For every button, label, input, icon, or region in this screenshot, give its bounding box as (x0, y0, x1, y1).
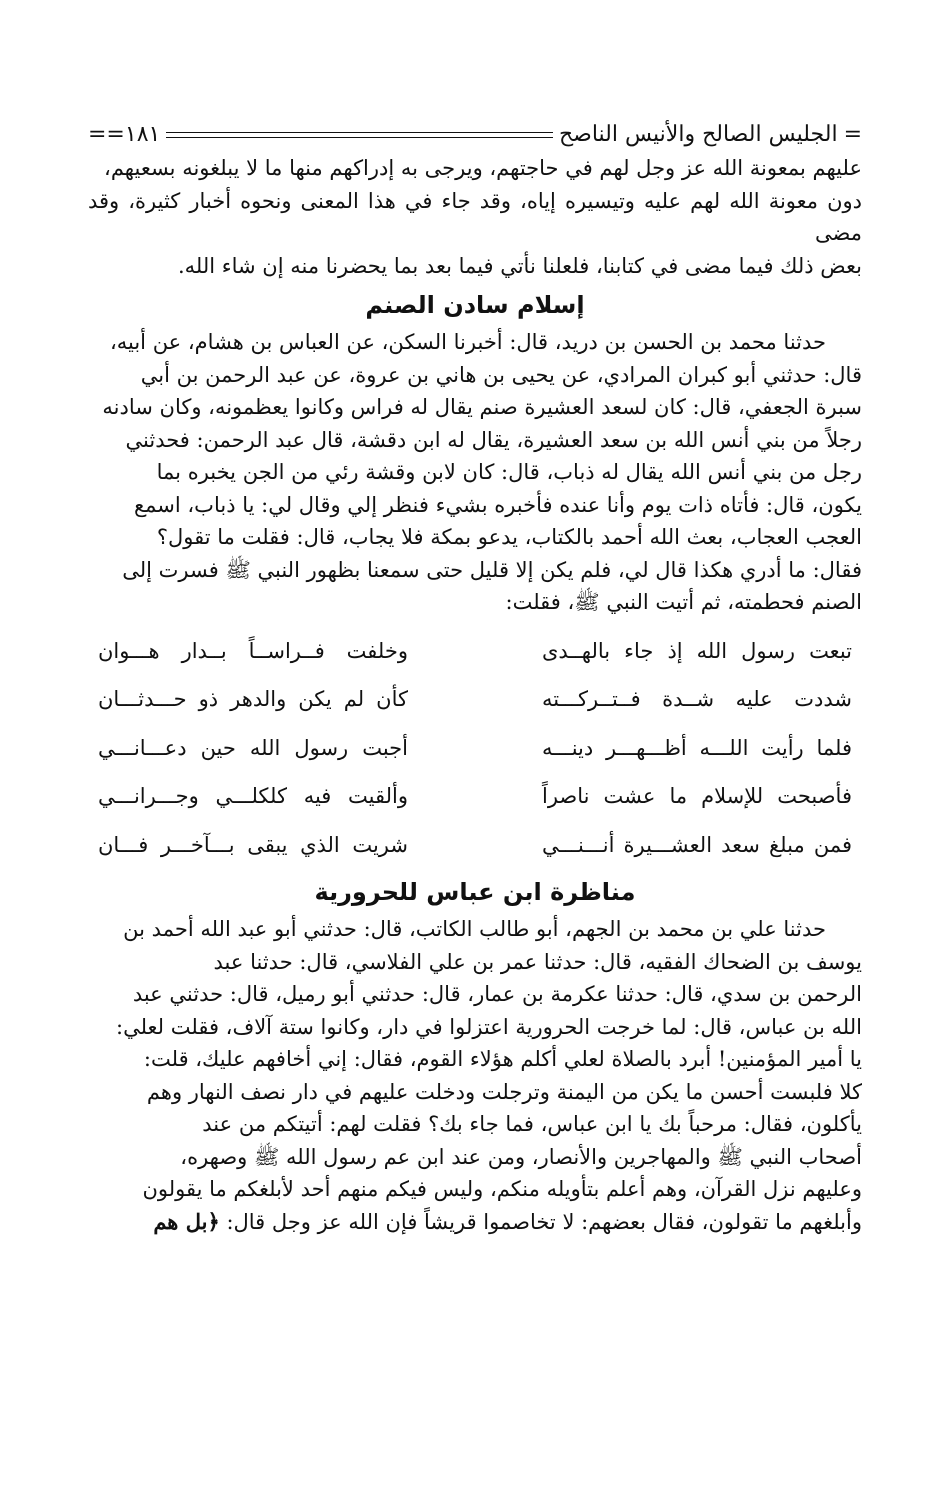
verse-second-hemistich: كأن لم يكن والدهر ذو حـــدثـــان (98, 687, 408, 712)
poem (88, 627, 862, 870)
text-line: يوسف بن الضحاك الفقيه، قال: حدثنا عمر بن علي الفلاسي، قال: حدثنا عبد (213, 949, 862, 974)
text-line: وعليهم نزل القرآن، وهم أعلم بتأويله منكم، وليس فيكم منهم أحد لأبلغكم ما يقولون (142, 1177, 862, 1201)
header-dash-right: = (843, 122, 862, 147)
section-1-paragraph (88, 326, 862, 619)
verse-first-hemistich: فمن مبلغ سعد العشـــيرة أنـــنـــي (542, 832, 852, 857)
text-line: دون معونة الله لهم عليه وتيسيره إياه، وقد جاء في هذا المعنى ونحوه أخبار كثيرة، وقد مضى (88, 188, 862, 245)
text-line: بعض ذلك فيما مضى في كتابنا، فلعلنا نأتي فيما بعد بما يحضرنا منه إن شاء الله. (177, 253, 862, 278)
quran-quote-start: ﴿بل هم (153, 1208, 220, 1234)
intro-paragraph (88, 152, 862, 282)
verse-second-hemistich: وألقيت فيه كلكلـــي وجـــرانـــي (98, 784, 408, 809)
section-heading-1: إسلام سادن الصنم (365, 291, 585, 319)
verse-second-hemistich: وخلفت فــراســاً بــدار هـــوان (98, 638, 408, 663)
text-line: الله بن عباس، قال: لما خرجت الحرورية اعتزلوا في دار، وكانوا ستة آلاف، فقلت لعلي: (116, 1014, 862, 1039)
text-line: العجب العجاب، بعث الله أحمد بالكتاب، يدعو بمكة فلا يجاب، قال: فقلت ما تقول؟ (156, 525, 862, 549)
text-line: يأكلون، فقال: مرحباً بك يا ابن عباس، فما جاء بك؟ فقلت لهم: أتيتكم من عند (202, 1112, 862, 1136)
text-line: يا أمير المؤمنين! أبرد بالصلاة لعلي أكلم هؤلاء القوم، فقال: إني أخافهم عليك، قلت: (143, 1047, 862, 1071)
book-page (88, 118, 862, 1238)
running-header (88, 118, 862, 152)
text-line-last (88, 1206, 862, 1239)
verse-first-hemistich: شددت عليه شــدة فــتــركـــته (542, 687, 852, 712)
poem-verse (88, 772, 862, 821)
book-title: الجليس الصالح والأنيس الناصح (558, 122, 838, 147)
text-line: رجل من بني أنس الله يقال له ذباب، قال: كان لابن وقشة رئي من الجن يخبره بما (156, 460, 862, 484)
section-heading-2: مناظرة ابن عباس للحرورية (314, 878, 636, 906)
text-line: أصحاب النبي ﷺ والمهاجرين والأنصار، ومن عند ابن عم رسول الله ﷺ وصهره، (180, 1144, 862, 1169)
verse-first-hemistich: فأصبحت للإسلام ما عشت ناصراً (542, 784, 852, 809)
header-dash-left: == (88, 122, 125, 147)
verse-first-hemistich: تبعت رسول الله إذ جاء بالهــدى (542, 638, 852, 663)
text-line: رجلاً من بني أنس الله بن سعد العشيرة، يقال له ابن دقشة، قال عبد الرحمن: فحدثني (125, 427, 862, 452)
poem-verse (88, 627, 862, 676)
text-line: الرحمن بن سدي، قال: حدثنا عكرمة بن عمار، قال: حدثني أبو رميل، قال: حدثني عبد (132, 982, 862, 1006)
text-line: عليهم بمعونة الله عز وجل لهم في حاجتهم، ويرجى به إدراكهم منها ما لا يبلغونه بسعيهم، (104, 156, 862, 180)
text-line: قال: حدثني أبو كبران المرادي، عن يحيى بن هاني بن عروة، عن عبد الرحمن بن أبي (140, 362, 862, 387)
verse-first-hemistich: فلما رأيت اللـــه أظـــهـــر دينـــه (542, 735, 852, 760)
text-line: سبرة الجعفي، قال: كان لسعد العشيرة صنم يقال له فراس وكانوا يعظمونه، وكان سادنه (102, 395, 862, 419)
text-line: حدثنا علي بن محمد بن الجهم، أبو طالب الكاتب، قال: حدثني أبو عبد الله أحمد بن (123, 917, 826, 941)
poem-verse (88, 675, 862, 724)
verse-second-hemistich: شريت الذي يبقى بـــآخـــر فـــان (98, 832, 408, 857)
text-line: كلا فلبست أحسن ما يكن من اليمنة وترجلت ودخلت عليهم في دار نصف النهار وهم (146, 1079, 862, 1104)
poem-verse (88, 724, 862, 773)
text-line: الصنم فحطمته، ثم أتيت النبي ﷺ، فقلت: (505, 590, 862, 614)
page-number: ١٨١ (124, 122, 161, 147)
verse-second-hemistich: أجبت رسول الله حين دعـــانـــي (98, 735, 408, 760)
text-line: حدثنا محمد بن الحسن بن دريد، قال: أخبرنا السكن، عن العباس بن هشام، عن أبيه، (109, 330, 826, 354)
header-rule (166, 132, 553, 138)
poem-verse (88, 821, 862, 870)
section-2-paragraph (88, 913, 862, 1238)
text-line: يكون، قال: فأتاه ذات يوم وأنا عنده فأخبره بشيء فنظر إلي وقال لي: يا ذباب، اسمع (133, 492, 862, 517)
text-line-content: وأبلغهم ما تقولون، فقال بعضهم: لا تخاصموا قريشاً فإن الله عز وجل قال: (226, 1209, 862, 1234)
text-line: فقال: ما أدري هكذا قال لي، فلم يكن إلا قليل حتى سمعنا بظهور النبي ﷺ فسرت إلى (122, 557, 862, 582)
